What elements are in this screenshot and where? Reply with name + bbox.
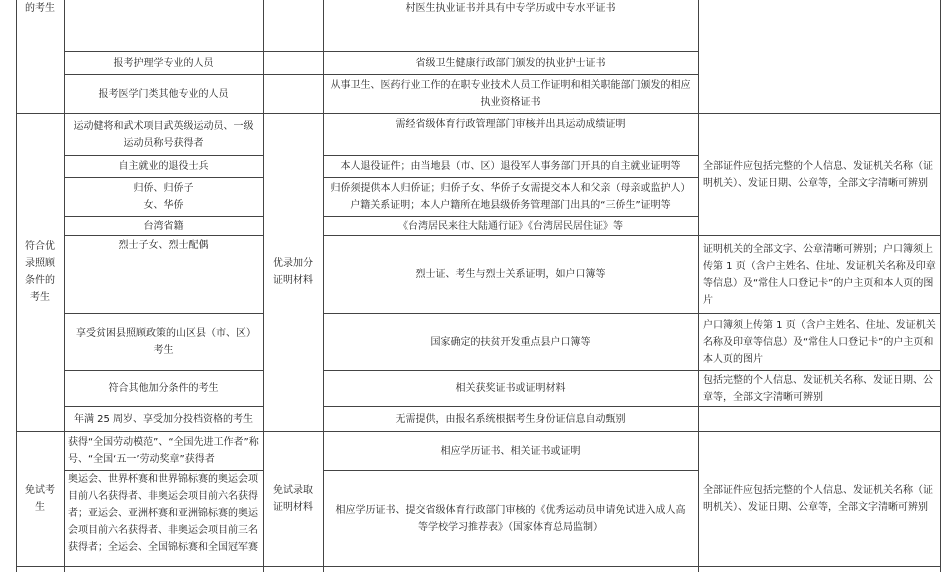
certificate-cell: 本人退役证件；由当地县（市、区）退役军人事务部门开具的自主就业证明等 xyxy=(340,161,681,172)
note-cell: 证明机关的全部文字、公章清晰可辨别；户口簿须上传第 1 页（含户主姓名、住址、发证机关名称及印章等信息）及“常住人口登记卡”的户主页和本人页的图片 xyxy=(703,243,936,306)
category-cell: 奥运会、世界杯赛和世界锦标赛的奥运会项目前八名获得者、非奥运会项目前六名获得者；亚运会、亚洲杯赛和亚洲锦标赛的奥运会项目前六名获得者、非奥运会项目前三名获得者；全运会、全国锦标赛和全国冠军赛 xyxy=(68,474,258,553)
material-label: 免试录取证明材料 xyxy=(273,484,313,513)
table-border xyxy=(16,566,940,567)
category-cell: 享受贫困县照顾政策的山区县（市、区）考生 xyxy=(76,328,251,356)
group-label: 符合优录照顾条件的考生 xyxy=(25,241,55,303)
certificate-cell: 国家确定的扶贫开发重点县户口簿等 xyxy=(430,336,591,348)
certificate-cell: 需经省级体育行政管理部门审核并出具运动成绩证明 xyxy=(395,119,626,130)
certificate-cell: 无需提供，由报名系统根据考生身份证信息自动甄别 xyxy=(395,413,626,425)
certificate-cell: 相关获奖证书或证明材料 xyxy=(455,383,566,394)
group-label: 的考生 xyxy=(25,3,55,14)
group-label: 免试考生 xyxy=(25,484,55,513)
table-border xyxy=(64,235,263,236)
certificate-cell: 《台湾居民来往大陆通行证》《台湾居民居住证》等 xyxy=(398,220,623,232)
category-cell: 归侨、归侨子女、华侨 xyxy=(133,183,194,211)
category-cell: 自主就业的退役士兵 xyxy=(118,161,209,172)
table-border xyxy=(16,0,17,572)
note-cell: 包括完整的个人信息、发证机关名称、发证日期、公章等，全部文字清晰可辨别 xyxy=(703,374,933,403)
certificate-cell: 村医生执业证书并具有中专学历或中专水平证书 xyxy=(405,3,616,14)
category-cell: 报考医学门类其他专业的人员 xyxy=(98,88,229,100)
certificate-cell: 省级卫生健康行政部门颁发的执业护士证书 xyxy=(415,57,606,69)
category-cell: 烈士子女、烈士配偶 xyxy=(118,240,209,251)
note-cell: 户口簿须上传第 1 页（含户主姓名、住址、发证机关名称及印章等信息）及“常住人口登记卡”的户主页和本人页的图片 xyxy=(703,319,936,365)
material-label: 优录加分证明材料 xyxy=(273,258,313,286)
certificate-cell: 相应学历证书、相关证书或证明 xyxy=(440,445,581,457)
category-cell: 报考护理学专业的人员 xyxy=(113,57,214,69)
category-cell: 获得“全国劳动模范”、“全国先进工作者”称号、“全国‘五一’劳动奖章”获得者 xyxy=(68,437,259,465)
category-cell: 运动健将和武术项目武英级运动员、一级运动员称号获得者 xyxy=(73,120,254,149)
certificate-cell: 归侨须提供本人归侨证；归侨子女、华侨子女需提交本人和父亲（母亲或监护人）户籍关系证明；本人户籍所在地县级侨务管理部门出具的“三侨生”证明等 xyxy=(330,183,691,211)
certificate-cell: 烈士证、考生与烈士关系证明，如户口簿等 xyxy=(415,269,606,280)
table-border xyxy=(940,0,941,572)
category-cell: 符合其他加分条件的考生 xyxy=(108,383,219,394)
category-cell: 年满 25 周岁、享受加分投档资格的考生 xyxy=(73,413,254,425)
note-cell: 全部证件应包括完整的个人信息、发证机关名称（证明机关）、发证日期、公章等，全部文字清晰可辨别 xyxy=(703,485,933,513)
certificate-cell: 相应学历证书、提交省级体育行政部门审核的《优秀运动员申请免试进入成人高等学校学习推荐表》（国家体育总局监制） xyxy=(335,504,686,533)
note-cell: 全部证件应包括完整的个人信息、发证机关名称（证明机关）、发证日期、公章等，全部文字清晰可辨别 xyxy=(703,160,933,189)
category-cell: 台湾省籍 xyxy=(143,220,184,232)
certificate-cell: 从事卫生、医药行业工作的在职专业技术人员工作证明和相关职能部门颁发的相应执业资格证书 xyxy=(330,80,691,108)
